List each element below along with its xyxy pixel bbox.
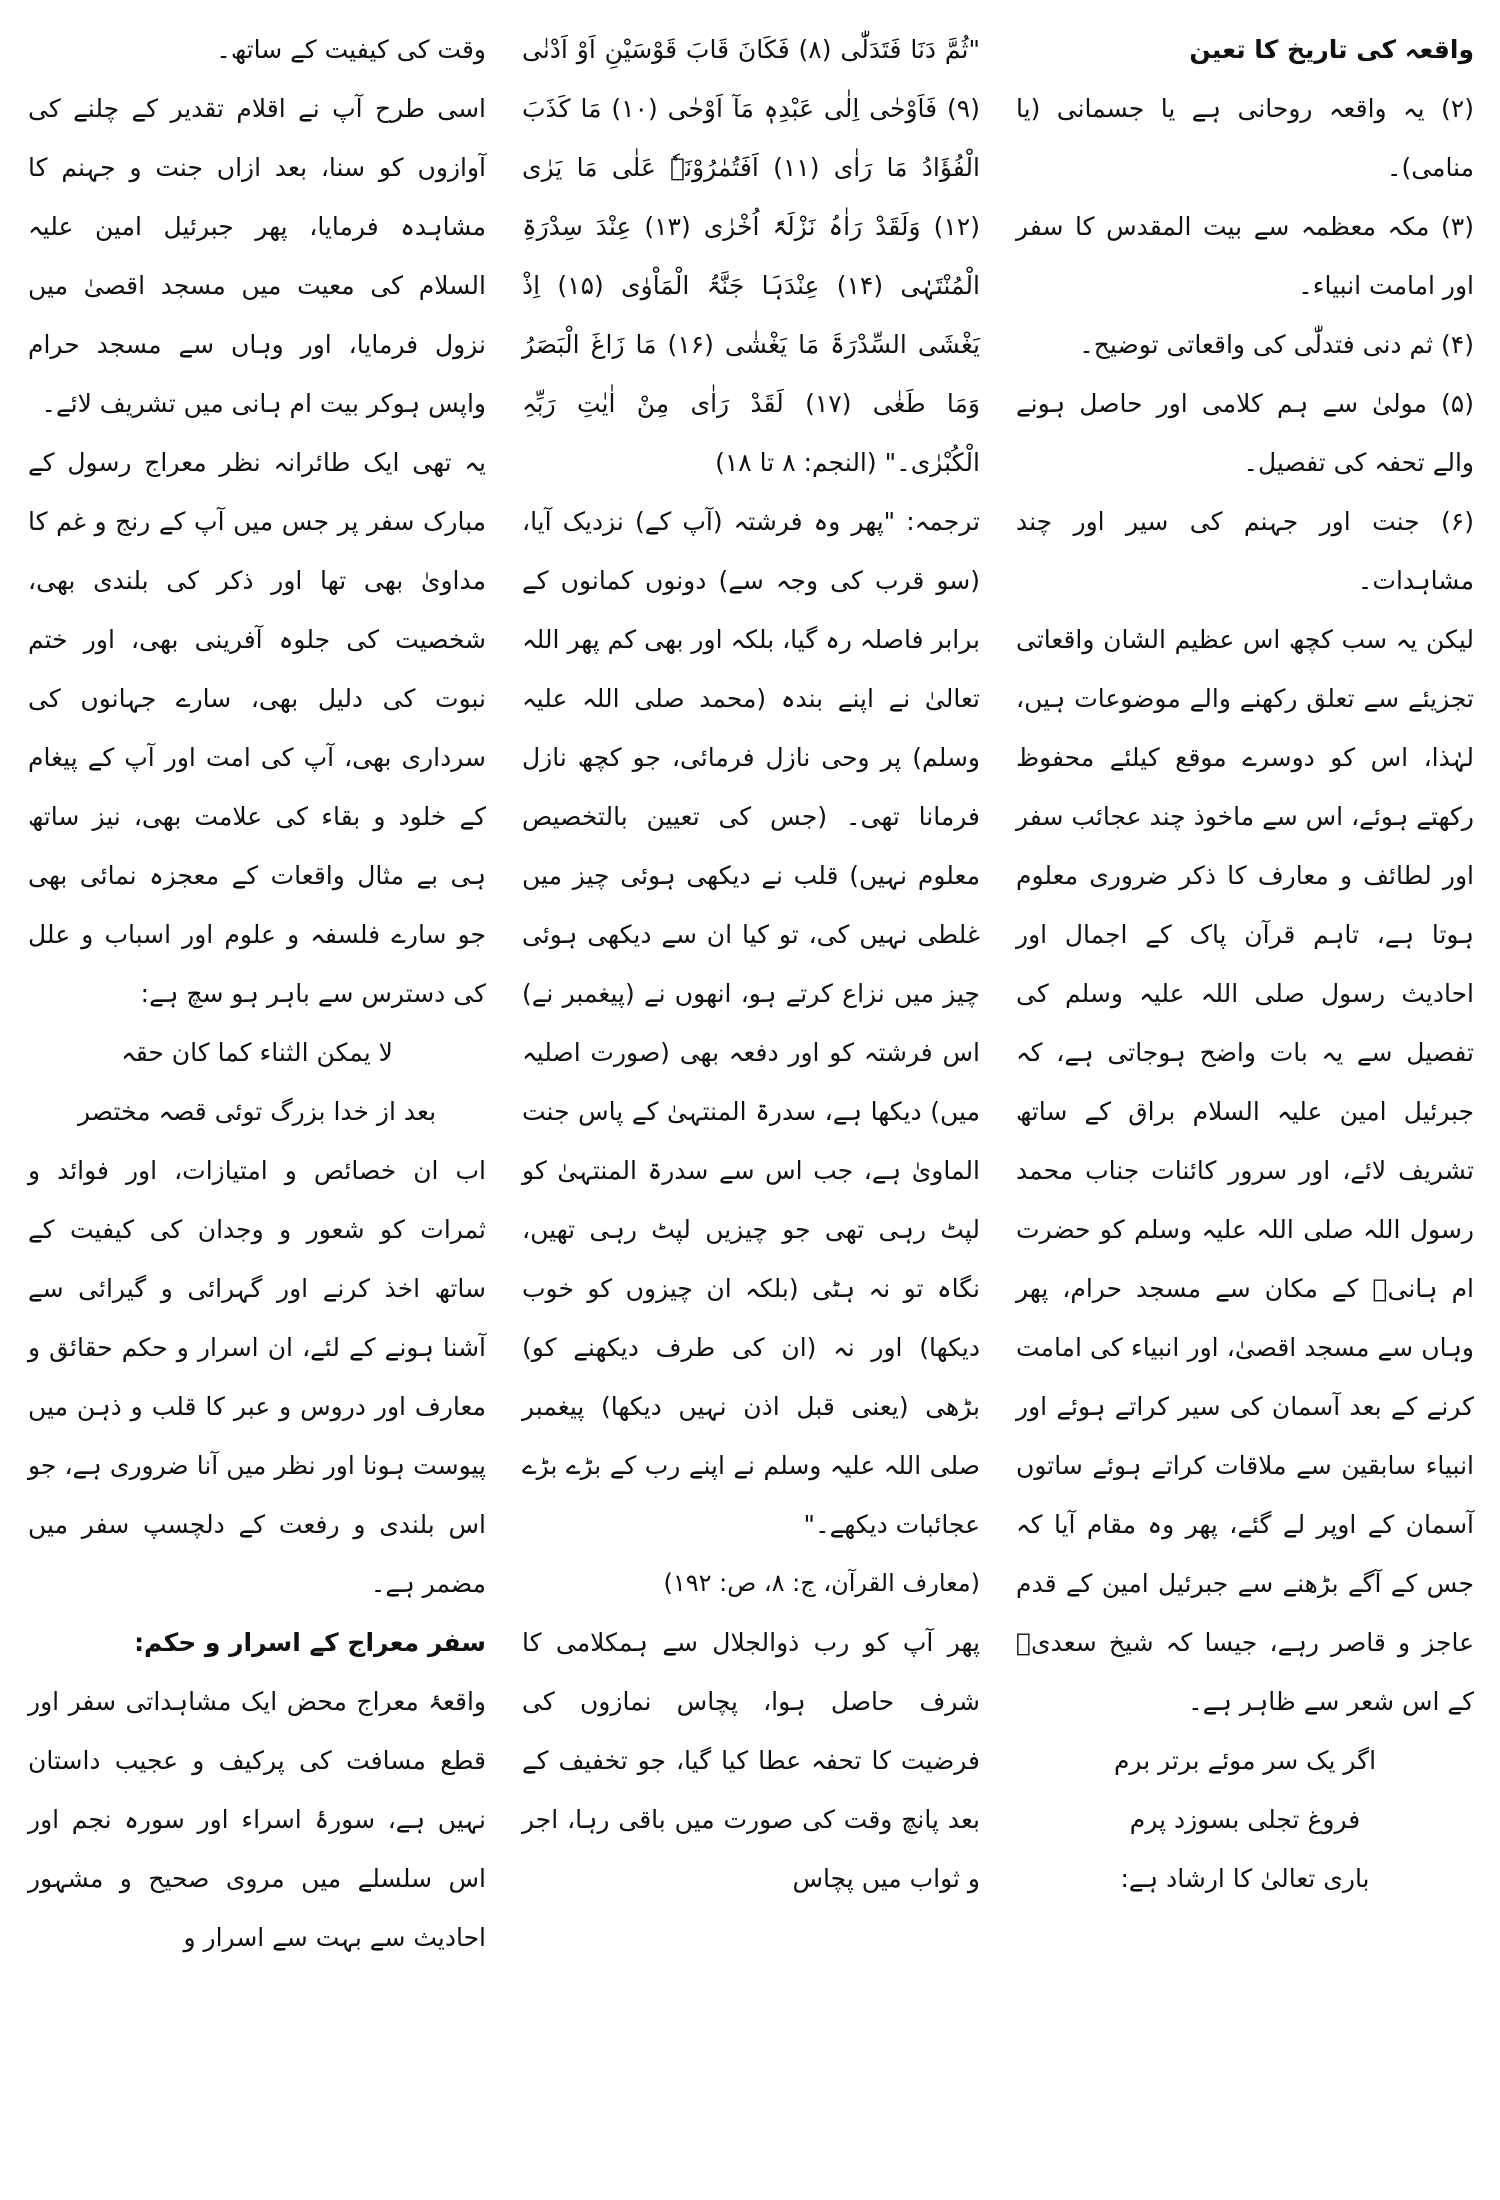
right-p5: (۶) جنت اور جہنم کی سیر اور چند مشاہدات۔ (1016, 507, 1474, 595)
left-p2: یہ تھی ایک طائرانہ نظر معراج رسول کے مبارک سفر پر جس میں آپ کے رنج و غم کا مداویٰ بھی تھا اور ذکر کی بلندی بھی، شخصیت کی جلوہ آفرینی بھی، اور ختم نبوت کی دلیل بھی، سارے جہانوں کی سرداری بھی، آپ کی امت اور آپ کے پیغام کے خلود و بقاء کی علامت بھی، نیز ساتھ ہی بے مثال واقعات کے معجزہ نمائی بھی جو سارے فلسفہ و علوم اور اسباب و علل کی دسترس سے باہر ہو سچ ہے: (28, 448, 486, 1008)
left-verse2: بعد از خدا بزرگ توئی قصہ مختصر (77, 1097, 437, 1126)
column-right (1010, 20, 1480, 2180)
middle-quran: "ثُمَّ دَنَا فَتَدَلّٰی (۸) فَکَانَ قَابَ قَوْسَیْنِ اَوْ اَدْنٰی (۹) فَاَوْحٰی اِلٰی عَبْدِہٖ مَآ اَوْحٰی (۱۰) مَا کَذَبَ الْفُؤَادُ مَا رَاٰی (۱۱) اَفَتُمٰرُوْنَہٗ عَلٰی مَا یَرٰی (۱۲) وَلَقَدْ رَاٰہُ نَزْلَۃً اُخْرٰی (۱۳) عِنْدَ سِدْرَۃِ الْمُنْتَہٰی (۱۴) عِنْدَہَا جَنَّۃُ الْمَاْوٰی (۱۵) اِذْ یَغْشَی السِّدْرَۃَ مَا یَغْشٰی (۱۶) مَا زَاغَ الْبَصَرُ وَمَا طَغٰی (۱۷) لَقَدْ رَاٰی مِنْ اٰیٰتِ رَبِّہِ الْکُبْرٰی۔" (النجم: ۸ تا ۱۸) (522, 35, 981, 477)
middle-reference: (معارف القرآن، ج: ۸، ص: ۱۹۲) (663, 1569, 980, 1597)
left-p1: اسی طرح آپ نے اقلام تقدیر کے چلنے کی آوازوں کو سنا، بعد ازاں جنت و جہنم کا مشاہدہ فرمایا، پھر جبرئیل امین علیہ السلام کی معیت میں مسجد اقصیٰ میں نزول فرمایا، اور وہاں سے مسجد حرام واپس ہوکر بیت ام ہانی میں تشریف لائے۔ (28, 94, 486, 418)
middle-p3: پھر آپ کو رب ذوالجلال سے ہمکلامی کا شرف حاصل ہوا، پچاس نمازوں کی فرضیت کا تحفہ عطا کیا گیا، جو تخفیف کے بعد پانچ وقت کی صورت میں باقی رہا، اجر و ثواب میں پچاس (522, 1628, 980, 1893)
right-p9: باری تعالیٰ کا ارشاد ہے: (1120, 1864, 1370, 1893)
left-p5: اب ان خصائص و امتیازات، اور فوائد و ثمرات کو شعور و وجدان کی کیفیت کے ساتھ اخذ کرنے اور گہرائی و گیرائی سے آشنا ہونے کے لئے، ان اسرار و حکم حقائق و معارف اور دروس و عبر کا قلب و ذہن میں پیوست ہونا اور نظر میں آنا ضروری ہے، جو اس بلندی و رفعت کے دلچسپ سفر میں مضمر ہے۔ (28, 1156, 486, 1598)
right-p2: (۳) مکہ معظمہ سے بیت المقدس کا سفر اور امامت انبیاء۔ (1016, 212, 1474, 300)
right-p0: واقعہ کی تاریخ کا تعین (1189, 35, 1474, 64)
middle-translation: ترجمہ: "پھر وہ فرشتہ (آپ کے) نزدیک آیا، (سو قرب کی وجہ سے) دونوں کمانوں کے برابر فاصلہ رہ گیا، بلکہ اور بھی کم پھر اللہ تعالیٰ نے اپنے بندہ (محمد صلی اللہ علیہ وسلم) پر وحی نازل فرمائی، جو کچھ نازل فرمانا تھی۔ (جس کی تعیین بالتخصیص معلوم نہیں) قلب نے دیکھی ہوئی چیز میں غلطی نہیں کی، تو کیا ان سے دیکھی ہوئی چیز میں نزاع کرتے ہو، انھوں نے (پیغمبر نے) اس فرشتہ کو اور دفعہ بھی (صورت اصلیہ میں) دیکھا ہے، سدرۃ المنتہیٰ کے پاس جنت الماویٰ ہے، جب اس سے سدرۃ المنتہیٰ کو لپٹ رہی تھی جو چیزیں لپٹ رہی تھیں، نگاہ تو نہ ہٹی (بلکہ ان چیزوں کو خوب دیکھا) اور نہ (ان کی طرف دیکھنے کو) بڑھی (یعنی قبل اذن نہیں دیکھا) پیغمبر صلی اللہ علیہ وسلم نے اپنے رب کے بڑے بڑے عجائبات دیکھے۔" (522, 507, 980, 1539)
left-p0: وقت کی کیفیت کے ساتھ۔ (216, 35, 486, 64)
right-p6: لیکن یہ سب کچھ اس عظیم الشان واقعاتی تجزیئے سے تعلق رکھنے والے موضوعات ہیں، لہٰذا، اس کو دوسرے موقع کیلئے محفوظ رکھتے ہوئے، اس سے ماخوذ چند عجائب سفر اور لطائف و معارف کا ذکر ضروری معلوم ہوتا ہے، تاہم قرآن پاک کے اجمال اور احادیث رسول صلی اللہ علیہ وسلم کی تفصیل سے یہ بات واضح ہوجاتی ہے، کہ جبرئیل امین علیہ السلام براق کے ساتھ تشریف لائے، اور سرور کائنات جناب محمد رسول اللہ صلی اللہ علیہ وسلم کو حضرت ام ہانیؓ کے مکان سے مسجد حرام، پھر وہاں سے مسجد اقصیٰ، اور انبیاء کی امامت کرنے کے بعد آسمان کی سیر کراتے ہوئے اور انبیاء سابقین سے ملاقات کراتے ہوئے ساتوں آسمان کے اوپر لے گئے، پھر وہ مقام آیا کہ جس کے آگے بڑھنے سے جبرئیل امین کے قدم عاجز و قاصر رہے، جیسا کہ شیخ سعدیؒ کے اس شعر سے ظاہر ہے۔ (1016, 625, 1474, 1716)
right-p1: (۲) یہ واقعہ روحانی ہے یا جسمانی (یا منامی)۔ (1016, 94, 1474, 182)
right-p3: (۴) ثم دنی فتدلّٰی کی واقعاتی توضیح۔ (1079, 330, 1474, 359)
right-verse1: اگر یک سر موئے برتر برم (1113, 1746, 1377, 1775)
page (20, 20, 1480, 2180)
left-verse1: لا یمکن الثناء کما کان حقہ (121, 1038, 393, 1067)
right-p4: (۵) مولیٰ سے ہم کلامی اور حاصل ہونے والے تحفہ کی تفصیل۔ (1016, 389, 1474, 477)
column-left (22, 20, 492, 2180)
left-heading: سفر معراج کے اسرار و حکم: (134, 1628, 486, 1657)
column-middle (516, 20, 986, 2180)
left-p7: واقعۂ معراج محض ایک مشاہداتی سفر اور قطع مسافت کی پرکیف و عجیب داستان نہیں ہے، سورۂ اسراء اور سورہ نجم اور اس سلسلے میں مروی صحیح و مشہور احادیث سے بہت سے اسرار و (28, 1687, 486, 1952)
right-verse2: فروغ تجلی بسوزد پرم (1129, 1805, 1361, 1834)
